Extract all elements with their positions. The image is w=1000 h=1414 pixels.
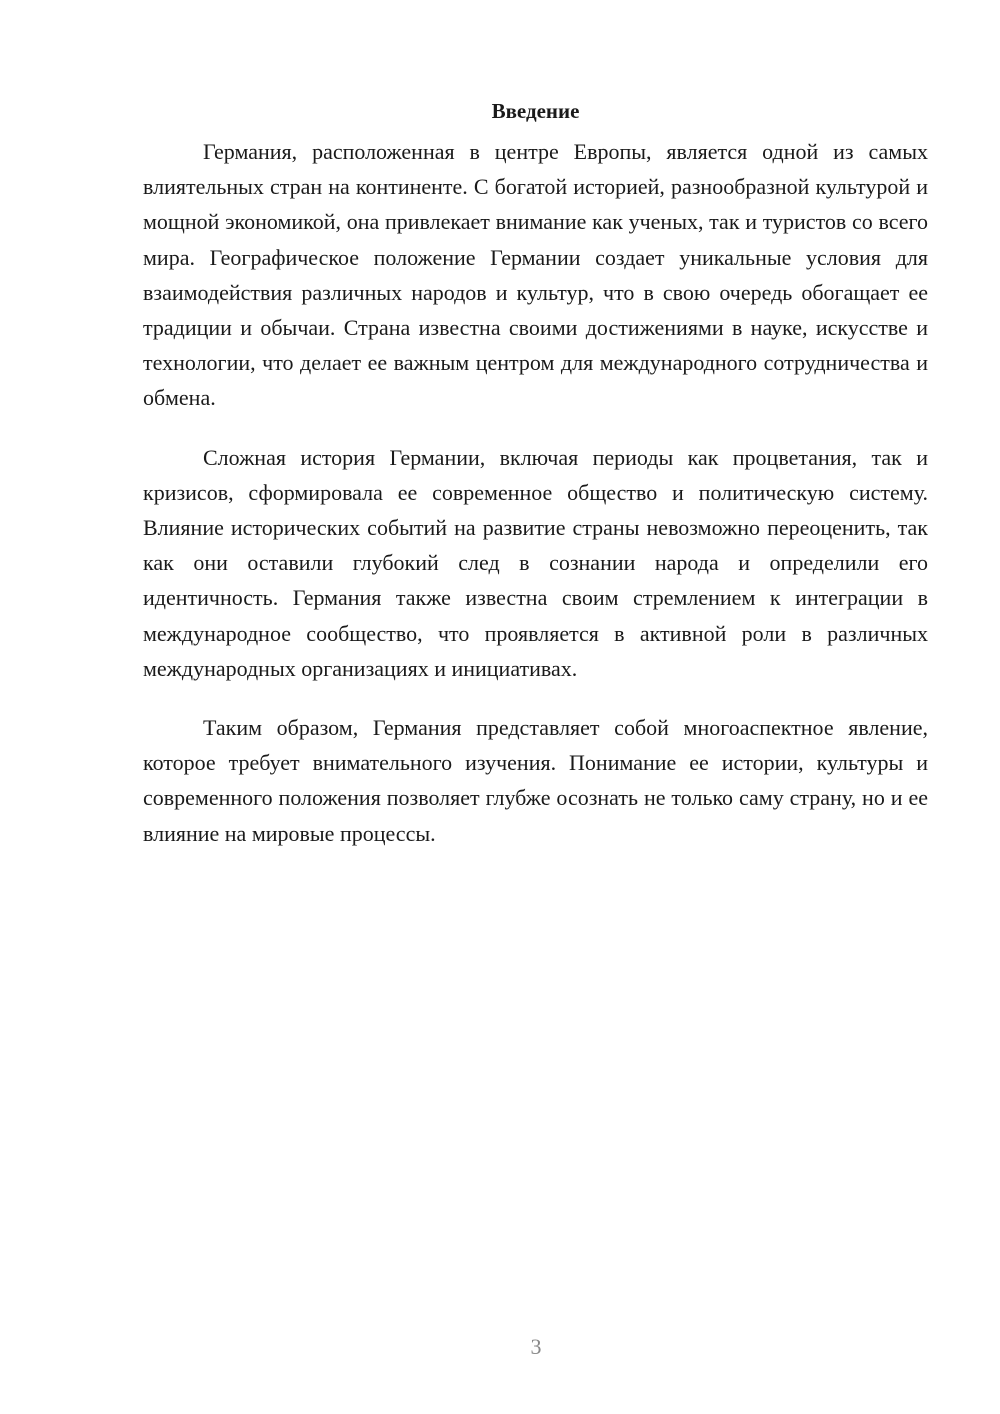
paragraph-3: Таким образом, Германия представляет собой многоаспектное явление, которое требует внимательного изучения. Понимание ее истории, культуры и современного положения позволяет глубже осознать не только саму страну, но и ее влияние на мировые процессы. [143, 715, 928, 846]
page-body [143, 94, 928, 875]
section-title: Введение [491, 99, 580, 123]
page-number: 3 [530, 1334, 542, 1359]
paragraph-1: Германия, расположенная в центре Европы, является одной из самых влиятельных стран на континенте. С богатой историей, разнообразной культурой и мощной экономикой, она привлекает внимание как ученых, так и туристов со всего мира. Географическое положение Германии создает уникальные условия для взаимодействия различных народов и культур, что в свою очередь обогащает ее традиции и обычаи. Страна известна своими достижениями в науке, искусстве и технологии, что делает ее важным центром для международного сотрудничества и обмена. [143, 139, 928, 411]
paragraph-2: Сложная история Германии, включая периоды как процветания, так и кризисов, сформировала ее современное общество и политическую систему. Влияние исторических событий на развитие страны невозможно переоценить, так как они оставили глубокий след в сознании народа и определили его идентичность. Германия также известна своим стремлением к интеграции в международное сообщество, что проявляется в активной роли в различных международных организациях и инициативах. [143, 444, 928, 681]
